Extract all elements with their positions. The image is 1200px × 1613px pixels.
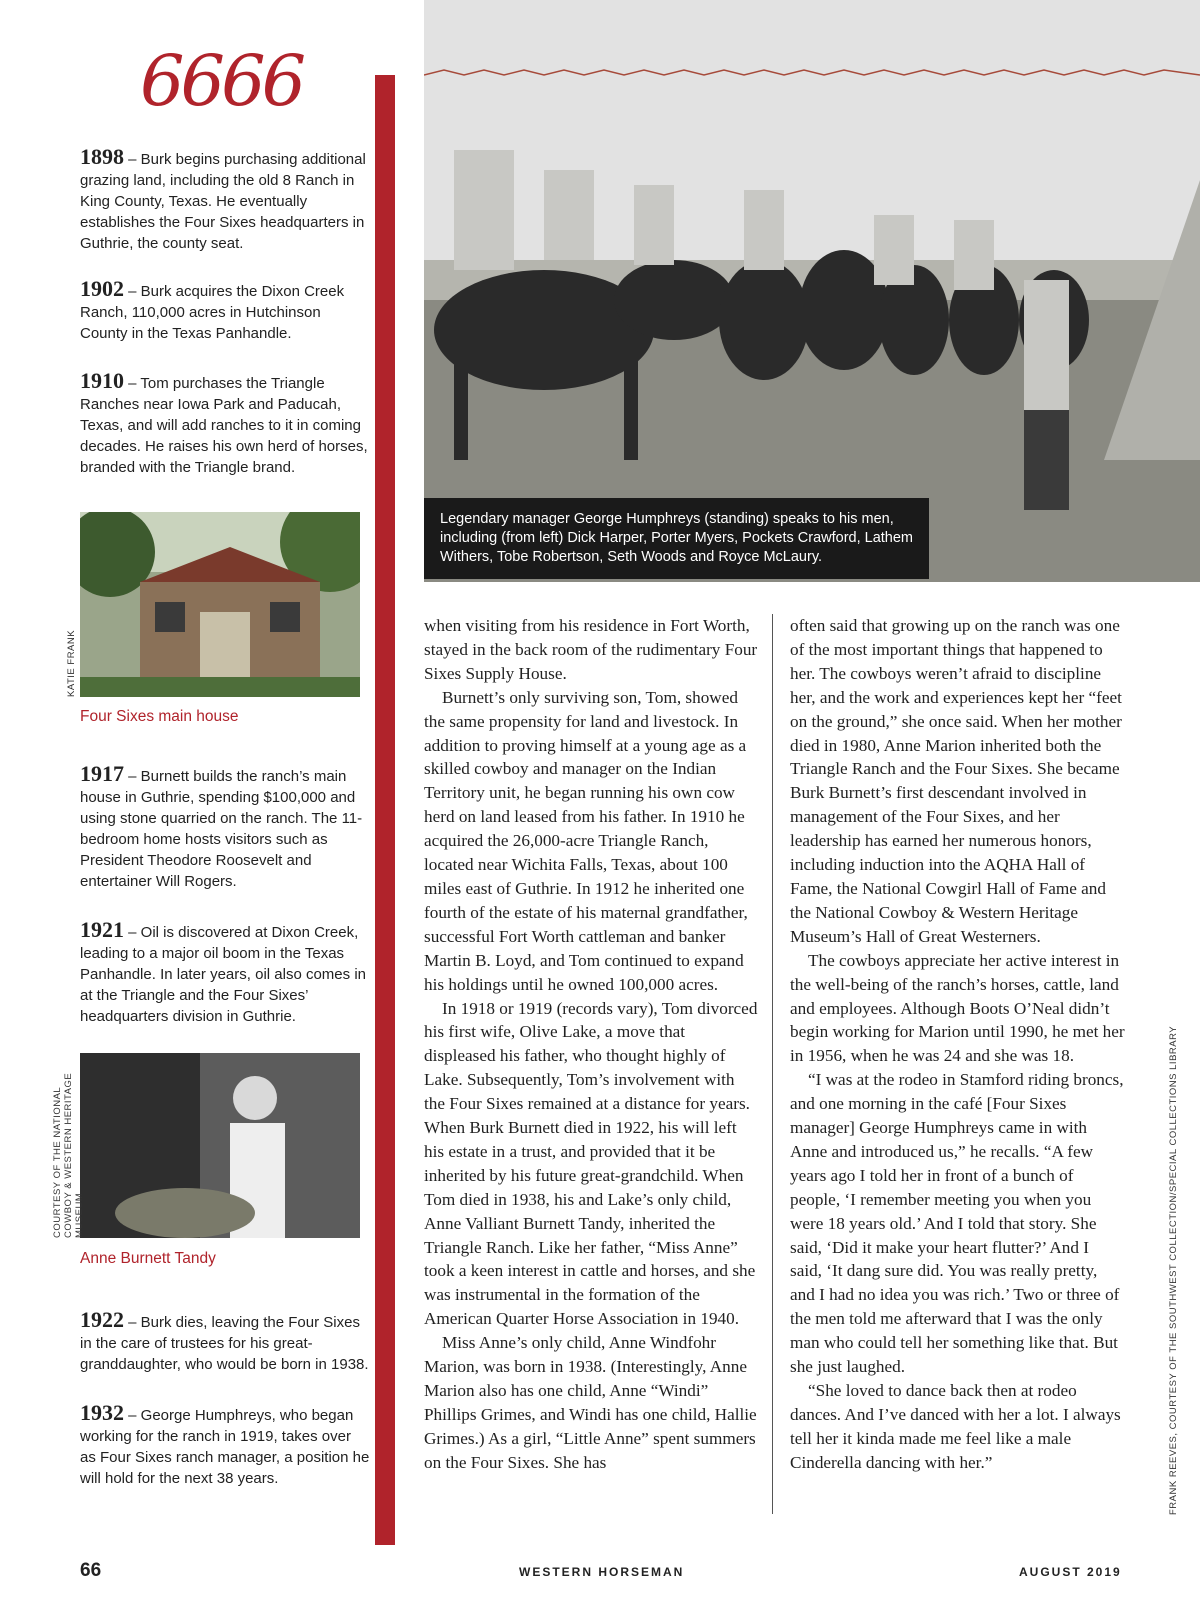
timeline-year: 1921 xyxy=(80,917,124,942)
article-paragraph: “I was at the rodeo in Stamford riding broncs, and one morning in the café [Four Sixes manager] George Humphreys came in with Anne and introduced us,” he recalls. “A few years ago I told her in front of a bunch of people, ‘I remember meeting you when you were 18 years old.’ And I told that story. She said, ‘Did it make your heart flutter?’ And I said, ‘It dang sure did. You was really pretty, and I had no idea you was rich.’ Two or three of the men told me afterward that I was the only man who could tell her something like that. But she just laughed. xyxy=(790,1070,1124,1377)
magazine-name: WESTERN HORSEMAN xyxy=(519,1565,685,1579)
article-column-2 xyxy=(790,614,1125,1475)
house-photo xyxy=(80,512,360,697)
article-paragraph: In 1918 or 1919 (records vary), Tom divorced his first wife, Olive Lake, a move that displeased his father, who thought highly of Lake. Subsequently, Tom’s involvement with the Four Sixes remained at a distance for years. When Burk Burnett died in 1922, his will left his estate in a trust, and provided that it be inherited by his future great-grandchild. When Tom died in 1938, his and Lake’s only child, Anne Valliant Burnett Tandy, inherited the Triangle Ranch. Like her father, “Miss Anne” took a keen interest in cattle and horses, and she was instrumental in the formation of the American Quarter Horse Association in 1940. xyxy=(424,998,758,1329)
timeline-entry-1898 xyxy=(80,146,370,254)
column-divider xyxy=(772,614,773,1514)
main-photo-credit: FRANK REEVES, COURTESY OF THE SOUTHWEST COLLECTION/SPECIAL COLLECTIONS LIBRARY xyxy=(1168,1025,1179,1515)
article-paragraph: The cowboys appreciate her active interest in the well-being of the ranch’s horses, cattle, land and employees. Although Boots O’Neal didn’t begin working for Marion until 1990, he met her in 1956, when he was 24 and she was 18. xyxy=(790,950,1125,1066)
timeline-text: – Burk begins purchasing additional grazing land, including the old 8 Ranch in King County, Texas. He eventually establishes the Four Sixes headquarters in Guthrie, the county seat. xyxy=(80,151,366,252)
timeline-entry-1932 xyxy=(80,1402,370,1489)
timeline-entry-1902 xyxy=(80,278,370,344)
house-photo-caption: Four Sixes main house xyxy=(80,708,239,725)
timeline-text: – George Humphreys, who began working for the ranch in 1919, takes over as Four Sixes ranch manager, a position he will hold for the next 38 years. xyxy=(80,1407,370,1487)
article-paragraph: Miss Anne’s only child, Anne Windfohr Marion, was born in 1938. (Interestingly, Anne Marion also has one child, Anne “Windi” Phillips Grimes, and Windi has one child, Hallie Grimes.) As a girl, “Little Anne” spent summers on the Four Sixes. She has xyxy=(424,1333,757,1472)
timeline-year: 1910 xyxy=(80,368,124,393)
timeline-entry-1921 xyxy=(80,919,370,1027)
timeline-year: 1898 xyxy=(80,144,124,169)
article-paragraph: often said that growing up on the ranch was one of the most important things that happened to her. The cowboys weren’t afraid to discipline her, and the work and experiences kept her “feet on the ground,” she once said. When her mother died in 1980, Anne Marion inherited both the Triangle Ranch and the Four Sixes. She became Burk Burnett’s first descendant involved in management of the Four Sixes, and her leadership has earned her numerous honors, including induction into the AQHA Hall of Fame, the National Cowgirl Hall of Fame and the National Cowboy & Western Heritage Museum’s Hall of Great Westerners. xyxy=(790,616,1122,946)
timeline-text: – Burk dies, leaving the Four Sixes in the care of trustees for his great-granddaughter, who would be born in 1938. xyxy=(80,1314,369,1373)
anne-photo-caption: Anne Burnett Tandy xyxy=(80,1250,216,1267)
timeline-year: 1932 xyxy=(80,1400,124,1425)
anne-photo xyxy=(80,1053,360,1238)
page-number: 66 xyxy=(80,1560,102,1581)
article-paragraph: Burnett’s only surviving son, Tom, showed the same propensity for land and livestock. In addition to proving himself at a young age as a skilled cowboy and manager on the Indian Territory unit, he began running his own cow herd on land leased from his father. In 1910 he acquired the 26,000-acre Triangle Ranch, located near Wichita Falls, Texas, about 100 miles east of Guthrie. In 1912 he inherited one fourth of the estate of his maternal grandfather, successful Fort Worth cattleman and banker Martin B. Loyd, and Tom continued to expand his holdings until he owned 100,000 acres. xyxy=(424,687,748,994)
house-photo-credit: KATIE FRANK xyxy=(66,629,77,697)
issue-date: AUGUST 2019 xyxy=(1019,1565,1122,1579)
portrait-illustration xyxy=(80,1053,360,1238)
timeline-year: 1917 xyxy=(80,761,124,786)
cowboys-illustration xyxy=(424,0,1200,582)
timeline-text: – Tom purchases the Triangle Ranches near Iowa Park and Paducah, Texas, and will add ranches to it in coming decades. He raises his own herd of horses, branded with the Triangle brand. xyxy=(80,375,368,476)
timeline-entry-1917 xyxy=(80,763,370,892)
timeline-text: – Oil is discovered at Dixon Creek, leading to a major oil boom in the Texas Panhandle. In later years, oil also comes in at the Triangle and the Four Sixes’ headquarters division in Guthrie. xyxy=(80,924,366,1025)
timeline-text: – Burnett builds the ranch’s main house in Guthrie, spending $100,000 and using stone quarried on the ranch. The 11-bedroom home hosts visitors such as President Theodore Roosevelt and entertainer Will Rogers. xyxy=(80,768,363,890)
main-photo-caption: Legendary manager George Humphreys (standing) speaks to his men, including (from left) Dick Harper, Porter Myers, Pockets Crawford, Lathem Withers, Tobe Robertson, Seth Woods and Royce McLaury. xyxy=(424,498,929,579)
red-accent-bar xyxy=(375,75,395,1545)
timeline-text: – Burk acquires the Dixon Creek Ranch, 110,000 acres in Hutchinson County in the Texas Panhandle. xyxy=(80,283,345,342)
timeline-year: 1922 xyxy=(80,1307,124,1332)
brand-mark: 6666 xyxy=(140,40,303,122)
timeline-entry-1910 xyxy=(80,370,370,478)
house-illustration xyxy=(80,512,360,697)
anne-photo-credit: COURTESY OF THE NATIONAL COWBOY & WESTERN HERITAGE MUSEUM xyxy=(52,1072,85,1238)
article-paragraph: when visiting from his residence in Fort Worth, stayed in the back room of the rudimentary Four Sixes Supply House. xyxy=(424,616,758,683)
timeline-year: 1902 xyxy=(80,276,124,301)
timeline-entry-1922 xyxy=(80,1309,370,1375)
main-photo xyxy=(424,0,1200,582)
article-paragraph: “She loved to dance back then at rodeo dances. And I’ve danced with her a lot. I always tell her it kinda made me feel like a male Cinderella dancing with her.” xyxy=(790,1381,1121,1472)
article-column-1 xyxy=(424,614,759,1475)
